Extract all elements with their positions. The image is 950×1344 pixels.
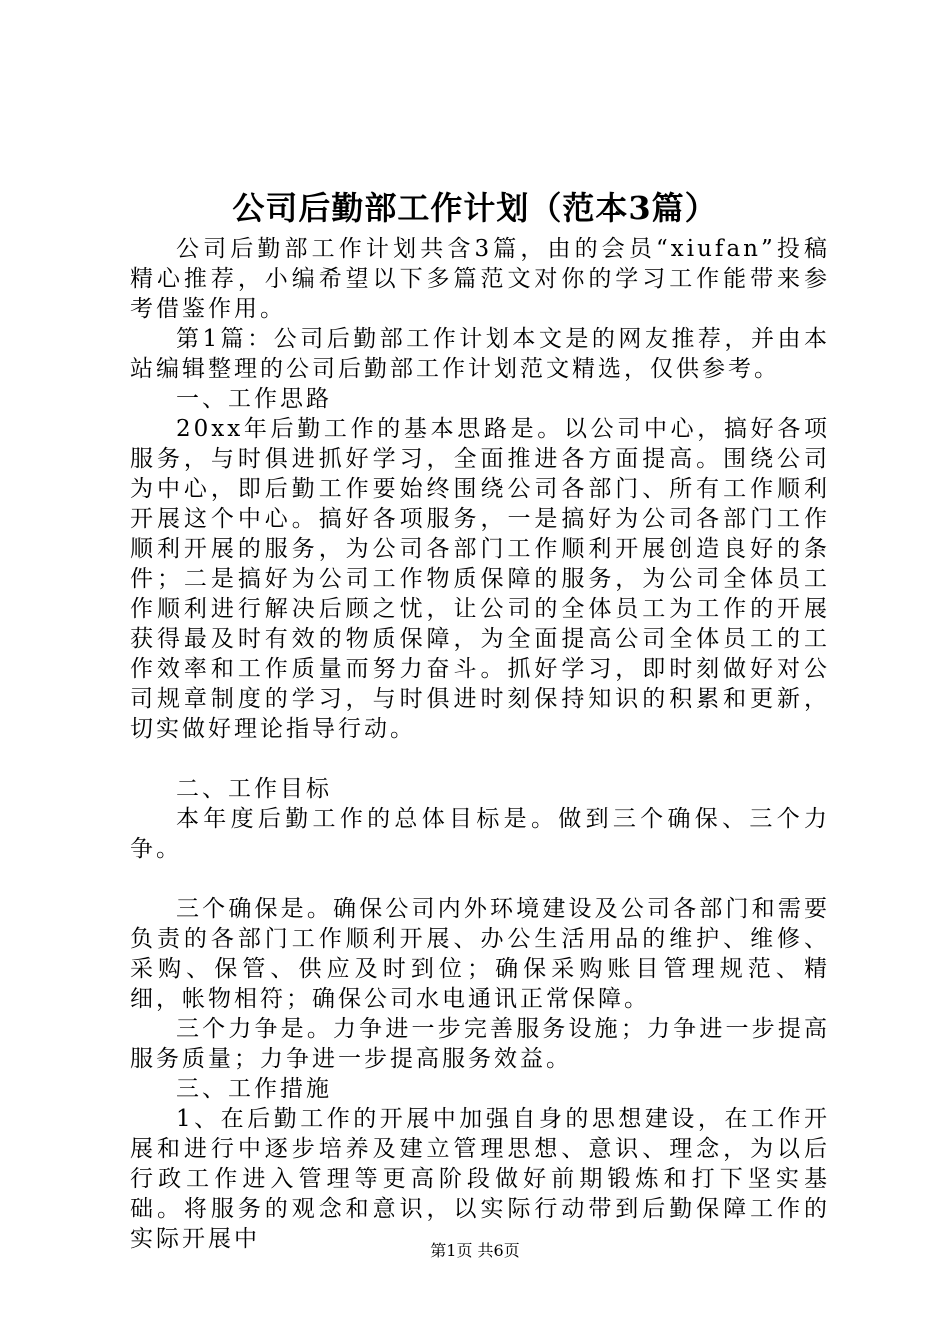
heading-work-measures: 三、工作措施 xyxy=(176,1076,332,1102)
paragraph-part-one: 第1篇：公司后勤部工作计划本文是的网友推荐，并由本站编辑整理的公司后勤部工作计划范文精选，仅供参考。 xyxy=(130,326,830,382)
blank-line xyxy=(130,864,830,894)
paragraph-three-ensures: 三个确保是。确保公司内外环境建设及公司各部门和需要负责的各部门工作顺利开展、办公生活用品的维护、维修、采购、保管、供应及时到位；确保采购账目管理规范、精细，帐物相符；确保公司水电通讯正常保障。 xyxy=(130,896,830,1012)
paragraph-measure-one: 1、在后勤工作的开展中加强自身的思想建设，在工作开展和进行中逐步培养及建立管理思想、意识、理念，为以后行政工作进入管理等更高阶段做好前期锻炼和打下坚实基础。将服务的观念和意识，以实际行动带到后勤保障工作的实际开展中 xyxy=(130,1106,830,1252)
paragraph-three-strives: 三个力争是。力争进一步完善服务设施；力争进一步提高服务质量；力争进一步提高服务效益。 xyxy=(130,1016,830,1072)
document-title: 公司后勤部工作计划（范本3篇） xyxy=(232,189,718,227)
paragraph-overall-goal: 本年度后勤工作的总体目标是。做到三个确保、三个力争。 xyxy=(130,806,830,862)
paragraph-work-ideas: 20xx年后勤工作的基本思路是。以公司中心，搞好各项服务，与时俱进抓好学习，全面推进各方面提高。围绕公司为中心，即后勤工作要始终围绕公司各部门、所有工作顺利开展这个中心。搞好各项服务，一是搞好为公司各部门工作顺利开展的服务，为公司各部门工作顺利开展创造良好的条件；二是搞好为公司工作物质保障的服务，为公司全体员工作顺利进行解决后顾之忧，让公司的全体员工为工作的开展获得最及时有效的物质保障，为全面提高公司全体员工的工作效率和工作质量而努力奋斗。抓好学习，即时刻做好对公司规章制度的学习，与时俱进时刻保持知识的积累和更新，切实做好理论指导行动。 xyxy=(130,416,830,742)
heading-work-goals: 二、工作目标 xyxy=(176,776,332,802)
page-number: 第1页 共6页 xyxy=(430,1241,520,1260)
heading-work-ideas: 一、工作思路 xyxy=(176,386,332,412)
paragraph-intro: 公司后勤部工作计划共含3篇，由的会员“xiufan”投稿精心推荐，小编希望以下多篇范文对你的学习工作能带来参考借鉴作用。 xyxy=(130,236,830,322)
document-body xyxy=(130,234,830,1254)
blank-line xyxy=(130,744,830,774)
